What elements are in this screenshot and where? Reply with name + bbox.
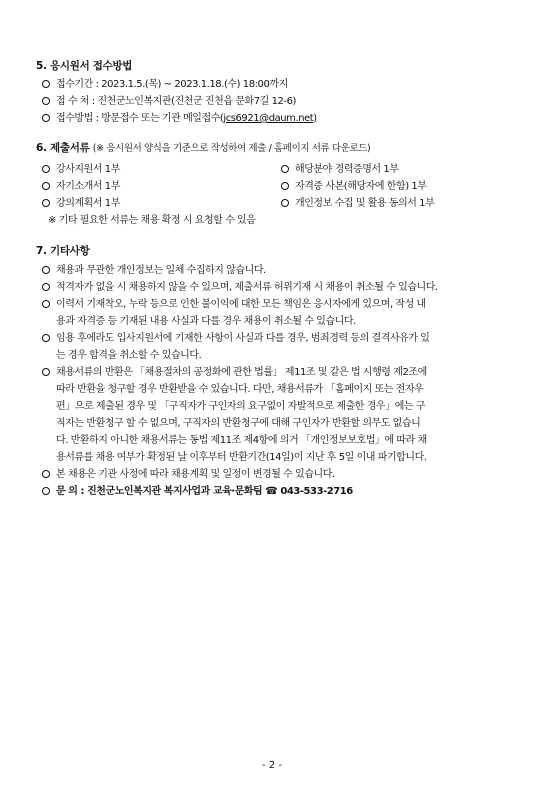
s7-item-cont: 용서류를 채용 여부가 확정된 날 이후부터 반환기간(14일)이 지난 후 5일 이내 파기합니다. (56, 452, 427, 463)
s7-item: 본 채용은 기관 사정에 따라 채용계획 및 일정이 변경될 수 있습니다. (42, 465, 335, 480)
s7-item-cont: 따라 반환을 청구할 경우 반환받을 수 있습니다. 다만, 채용서류가 「홈페이지 또는 전자우 (56, 384, 424, 395)
s6-right-item: 해당분야 경력증명서 1부 (281, 160, 398, 175)
bullet-circle-icon (42, 300, 50, 308)
bullet-circle-icon (42, 165, 50, 173)
s7-item-cont: 직자는 반환청구 할 수 없으며, 구직자의 반환청구에 대해 구인자가 반환할 의무도 없습니 (56, 418, 421, 429)
s7-item-cont: 편」으로 제출된 경우 및 「구직자가 구인자의 요구없이 자발적으로 제출한 경우」에는 구 (56, 401, 426, 412)
bullet-circle-icon (42, 97, 50, 105)
email-link[interactable]: jcs6921@daum.net (223, 113, 314, 124)
bullet-circle-icon (42, 266, 50, 274)
s5-period: 접수기간 : 2023.1.5.(목) ~ 2023.1.18.(수) 18:00까지 (42, 75, 288, 90)
section-6-title: 6. 제출서류 (36, 142, 90, 154)
section-5-title: 5. 응시원서 접수방법 (36, 60, 133, 72)
s6-extra-note: ※ 기타 필요한 서류는 채용 확정 시 요청할 수 있음 (48, 215, 256, 226)
s7-item: 적격자가 없을 시 채용하지 않을 수 있으며, 제출서류 허위기재 시 채용이 취소될 수 있습니다. (42, 278, 438, 293)
bullet-circle-icon (281, 199, 289, 207)
s6-left-item: 강의계획서 1부 (42, 194, 120, 209)
bullet-circle-icon (42, 199, 50, 207)
bullet-circle-icon (42, 182, 50, 190)
bullet-circle-icon (281, 165, 289, 173)
page-number: - 2 - (262, 760, 282, 771)
bullet-circle-icon (42, 283, 50, 291)
s5-method: 접수방법 : 방문접수 또는 기관 메일접수(jcs6921@daum.net) (42, 109, 317, 124)
bullet-circle-icon (42, 334, 50, 342)
bullet-circle-icon (42, 487, 50, 495)
s6-right-item: 자격증 사본(해당자에 한함) 1부 (281, 177, 427, 192)
s6-right-item: 개인정보 수집 및 활용 동의서 1부 (281, 194, 434, 209)
s7-item-cont: 용과 자격증 등 기재된 내용 사실과 다를 경우 채용이 취소될 수 있습니다. (56, 316, 356, 327)
bullet-circle-icon (281, 182, 289, 190)
s5-place: 접 수 처 : 진천군노인복지관(진천군 진천읍 문화7길 12-6) (42, 92, 296, 107)
bullet-circle-icon (42, 114, 50, 122)
section-6-heading (36, 140, 370, 155)
s6-left-item: 강사지원서 1부 (42, 160, 120, 175)
s6-left-item: 자기소개서 1부 (42, 177, 120, 192)
section-7-title: 7. 기타사항 (36, 245, 90, 257)
s7-item-cont: 다. 반환하지 아니한 채용서류는 동법 제11조 제4항에 의거 「개인정보보호법」에 따라 채 (56, 435, 427, 446)
s7-item-cont: 는 경우 합격을 취소할 수 있습니다. (56, 350, 202, 361)
bullet-circle-icon (42, 368, 50, 376)
s7-item: 채용과 무관한 개인정보는 일체 수집하지 않습니다. (42, 261, 266, 276)
s7-item: 임용 후에라도 입사지원서에 기재한 사항이 사실과 다를 경우, 범죄경력 등의 결격사유가 있 (42, 329, 430, 344)
bullet-circle-icon (42, 80, 50, 88)
s7-contact: 문 의 : 진천군노인복지관 복지사업과 교육·문화팀 ☎ 043-533-2716 (42, 482, 353, 497)
bullet-circle-icon (42, 470, 50, 478)
s7-item: 이력서 기재착오, 누락 등으로 인한 불이익에 대한 모든 책임은 응시자에게 있으며, 작성 내 (42, 295, 426, 310)
section-6-note: (※ 응시원서 양식을 기준으로 작성하여 제출 / 홈페이지 서류 다운로드) (92, 143, 371, 154)
s7-item: 채용서류의 반환은 「채용절차의 공정화에 관한 법률」 제11조 및 같은 법 시행령 제2조에 (42, 363, 427, 378)
